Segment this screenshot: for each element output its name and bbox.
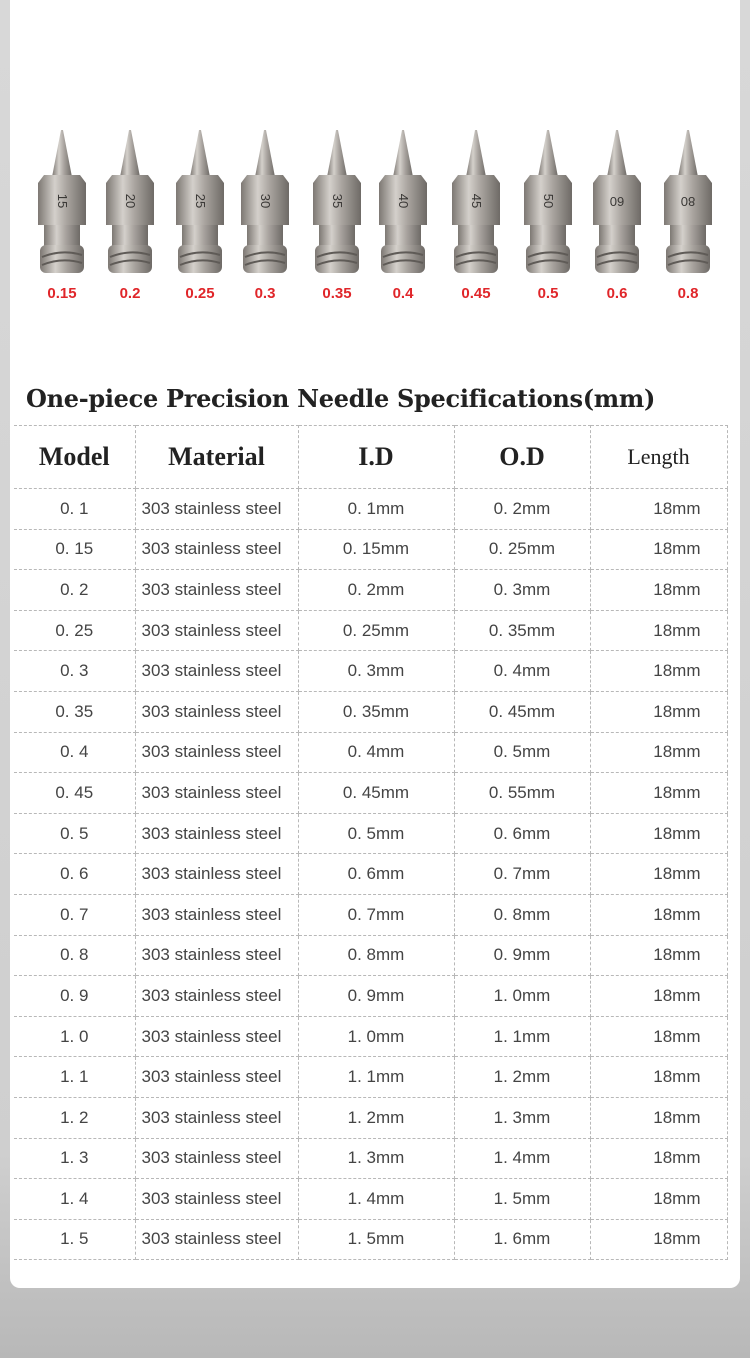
needle-size-label: 0.15 [47,285,77,302]
cell-model: 0. 4 [14,732,135,773]
table-row [14,773,727,814]
cell-material: 303 stainless steel [135,1016,298,1057]
cell-od: 0. 4mm [454,651,590,692]
cell-material: 303 stainless steel [135,610,298,651]
cell-material: 303 stainless steel [135,732,298,773]
cell-id: 0. 7mm [298,894,454,935]
table-row [14,732,727,773]
needle-image [524,130,572,273]
cell-material: 303 stainless steel [135,935,298,976]
needle-image [593,130,641,273]
cell-od: 0. 25mm [454,529,590,570]
cell-model: 1. 1 [14,1057,135,1098]
cell-od: 1. 2mm [454,1057,590,1098]
needle-image [664,130,712,273]
cell-od: 0. 45mm [454,691,590,732]
cell-model: 0. 5 [14,813,135,854]
cell-id: 0. 35mm [298,691,454,732]
table-row [14,1138,727,1179]
cell-model: 0. 1 [14,489,135,530]
needle-image [106,130,154,273]
table-row [14,935,727,976]
cell-id: 0. 4mm [298,732,454,773]
needle-size-label: 0.4 [392,285,414,302]
cell-od: 0. 5mm [454,732,590,773]
cell-length: 18mm [590,529,727,570]
cell-length: 18mm [590,935,727,976]
cell-model: 1. 2 [14,1097,135,1138]
cell-material: 303 stainless steel [135,529,298,570]
header-model: Model [14,426,135,489]
cell-material: 303 stainless steel [135,1138,298,1179]
cell-od: 1. 3mm [454,1097,590,1138]
cell-length: 18mm [590,1138,727,1179]
cell-length: 18mm [590,610,727,651]
cell-model: 1. 5 [14,1219,135,1260]
cell-model: 0. 6 [14,854,135,895]
needle-engraving: 25 [193,193,208,209]
cell-id: 0. 1mm [298,489,454,530]
cell-id: 0. 9mm [298,976,454,1017]
needle-size-label: 0.35 [322,285,352,302]
needle-image [176,130,224,273]
cell-length: 18mm [590,570,727,611]
needle-engraving: 50 [541,193,556,209]
cell-id: 1. 3mm [298,1138,454,1179]
table-row [14,651,727,692]
cell-material: 303 stainless steel [135,570,298,611]
header-material: Material [135,426,298,489]
cell-model: 0. 45 [14,773,135,814]
cell-od: 0. 6mm [454,813,590,854]
cell-material: 303 stainless steel [135,691,298,732]
needle-size-label: 0.5 [537,285,559,302]
cell-od: 1. 0mm [454,976,590,1017]
cell-material: 303 stainless steel [135,854,298,895]
needle-photo-row [0,125,750,285]
cell-id: 1. 4mm [298,1179,454,1220]
cell-model: 0. 35 [14,691,135,732]
cell-material: 303 stainless steel [135,976,298,1017]
cell-material: 303 stainless steel [135,1097,298,1138]
table-row [14,854,727,895]
page-title: One-piece Precision Needle Specifications(mm) [26,384,656,413]
spec-table [14,425,728,1260]
needle-engraving: 15 [55,193,70,209]
needle-image [241,130,289,273]
cell-material: 303 stainless steel [135,813,298,854]
cell-length: 18mm [590,1179,727,1220]
cell-id: 0. 45mm [298,773,454,814]
cell-id: 0. 2mm [298,570,454,611]
cell-id: 0. 8mm [298,935,454,976]
cell-length: 18mm [590,813,727,854]
cell-length: 18mm [590,894,727,935]
header-length: Length [590,426,727,489]
table-row [14,976,727,1017]
needle-engraving: 30 [258,193,273,209]
table-row [14,1097,727,1138]
needle-image [452,130,500,273]
table-row [14,1179,727,1220]
needle-engraving: 80 [680,194,696,209]
cell-od: 1. 6mm [454,1219,590,1260]
cell-material: 303 stainless steel [135,894,298,935]
table-row [14,489,727,530]
cell-id: 1. 2mm [298,1097,454,1138]
cell-model: 0. 7 [14,894,135,935]
cell-id: 0. 6mm [298,854,454,895]
header-od: O.D [454,426,590,489]
needle-size-label: 0.45 [461,285,491,302]
cell-od: 0. 8mm [454,894,590,935]
cell-model: 0. 2 [14,570,135,611]
cell-material: 303 stainless steel [135,1219,298,1260]
cell-id: 0. 3mm [298,651,454,692]
table-row [14,570,727,611]
cell-od: 0. 55mm [454,773,590,814]
header-id: I.D [298,426,454,489]
needle-size-label: 0.2 [119,285,141,302]
cell-od: 1. 5mm [454,1179,590,1220]
cell-length: 18mm [590,976,727,1017]
cell-material: 303 stainless steel [135,651,298,692]
table-row [14,894,727,935]
needle-engraving: 20 [123,193,138,209]
needle-image [38,130,86,273]
cell-length: 18mm [590,1219,727,1260]
table-row [14,813,727,854]
cell-length: 18mm [590,1097,727,1138]
cell-model: 0. 3 [14,651,135,692]
cell-od: 0. 2mm [454,489,590,530]
cell-length: 18mm [590,489,727,530]
table-row [14,1219,727,1260]
needle-engraving: 40 [396,193,411,209]
needle-engraving: 60 [609,194,625,209]
cell-length: 18mm [590,651,727,692]
cell-od: 0. 9mm [454,935,590,976]
cell-material: 303 stainless steel [135,1057,298,1098]
cell-id: 0. 25mm [298,610,454,651]
cell-material: 303 stainless steel [135,1179,298,1220]
cell-od: 0. 35mm [454,610,590,651]
cell-model: 0. 15 [14,529,135,570]
cell-model: 0. 25 [14,610,135,651]
cell-id: 0. 15mm [298,529,454,570]
cell-model: 1. 4 [14,1179,135,1220]
table-row [14,529,727,570]
cell-od: 1. 4mm [454,1138,590,1179]
cell-material: 303 stainless steel [135,773,298,814]
cell-model: 1. 3 [14,1138,135,1179]
cell-length: 18mm [590,1057,727,1098]
cell-length: 18mm [590,773,727,814]
cell-length: 18mm [590,732,727,773]
cell-model: 0. 9 [14,976,135,1017]
table-row [14,691,727,732]
cell-id: 1. 1mm [298,1057,454,1098]
needle-size-label: 0.3 [254,285,276,302]
cell-material: 303 stainless steel [135,489,298,530]
table-row [14,610,727,651]
needle-engraving: 35 [330,193,345,209]
cell-model: 0. 8 [14,935,135,976]
cell-length: 18mm [590,1016,727,1057]
table-row [14,1016,727,1057]
cell-length: 18mm [590,691,727,732]
cell-id: 1. 5mm [298,1219,454,1260]
cell-od: 0. 3mm [454,570,590,611]
needle-size-label: 0.8 [677,285,699,302]
cell-model: 1. 0 [14,1016,135,1057]
needle-size-label: 0.6 [606,285,628,302]
table-header-row [14,426,727,489]
cell-od: 1. 1mm [454,1016,590,1057]
needle-engraving: 45 [469,193,484,209]
cell-id: 1. 0mm [298,1016,454,1057]
needle-image [379,130,427,273]
cell-od: 0. 7mm [454,854,590,895]
cell-length: 18mm [590,854,727,895]
needle-size-label: 0.25 [185,285,215,302]
table-row [14,1057,727,1098]
needle-image [313,130,361,273]
cell-id: 0. 5mm [298,813,454,854]
